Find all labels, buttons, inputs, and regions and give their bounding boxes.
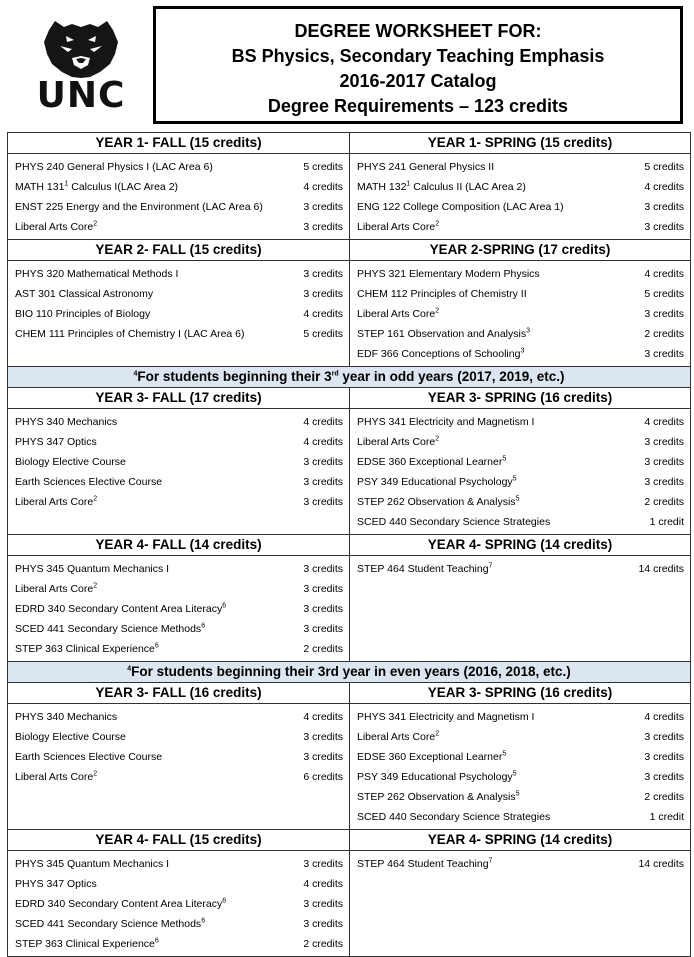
course-title: SCED 441 Secondary Science Methods <box>15 918 202 930</box>
course-list <box>8 261 350 367</box>
course-name <box>15 476 162 488</box>
course-credits: 3 credits <box>644 731 684 743</box>
course-credits: 4 credits <box>303 308 343 320</box>
course-name <box>357 181 526 193</box>
course-row <box>15 894 343 914</box>
course-row <box>15 747 343 767</box>
course-list-row <box>8 409 691 535</box>
course-title: STEP 464 Student Teaching <box>357 563 489 575</box>
course-title: PHYS 345 Quantum Mechanics I <box>15 858 170 870</box>
course-name <box>15 221 97 233</box>
course-row <box>15 324 343 344</box>
course-title: STEP 363 Clinical Experience <box>15 643 155 655</box>
footnote-marker: 5 <box>512 475 517 483</box>
course-row <box>357 157 684 177</box>
course-name <box>357 791 519 803</box>
course-credits: 5 credits <box>644 288 684 300</box>
course-row <box>357 432 684 452</box>
course-row <box>357 492 684 512</box>
course-credits: 4 credits <box>303 416 343 428</box>
footnote-marker: 1 <box>406 180 411 188</box>
term-heading: YEAR 3- SPRING (16 credits) <box>350 388 691 409</box>
course-name <box>357 308 439 320</box>
term-heading: YEAR 3- FALL (16 credits) <box>8 683 350 704</box>
course-credits: 4 credits <box>644 268 684 280</box>
course-credits: 3 credits <box>303 456 343 468</box>
course-list <box>8 704 350 830</box>
course-name <box>357 328 530 340</box>
course-name <box>15 496 97 508</box>
course-list <box>8 409 350 535</box>
course-name <box>15 771 97 783</box>
course-row <box>357 707 684 727</box>
course-title: CHEM 111 Principles of Chemistry I (LAC Area 6) <box>15 328 245 340</box>
course-title: Earth Sciences Elective Course <box>15 476 163 488</box>
course-row <box>357 304 684 324</box>
course-credits: 3 credits <box>644 308 684 320</box>
course-row <box>15 197 343 217</box>
course-credits: 3 credits <box>644 751 684 763</box>
course-credits: 2 credits <box>644 328 684 340</box>
course-title: STEP 464 Student Teaching <box>357 858 489 870</box>
course-title: SCED 441 Secondary Science Methods <box>15 623 202 635</box>
course-title: PHYS 321 Elementary Modern Physics <box>357 268 540 280</box>
term-heading: YEAR 3- SPRING (16 credits) <box>350 683 691 704</box>
course-credits: 5 credits <box>644 161 684 173</box>
course-name <box>357 858 492 870</box>
course-credits: 3 credits <box>303 268 343 280</box>
course-credits: 3 credits <box>303 603 343 615</box>
course-credits: 3 credits <box>303 898 343 910</box>
course-row <box>15 767 343 787</box>
course-title: EDRD 340 Secondary Content Area Literacy <box>15 898 223 910</box>
footnote-marker: 2 <box>93 770 98 778</box>
course-list <box>8 851 350 957</box>
footnote-marker: 6 <box>201 622 206 630</box>
course-credits: 14 credits <box>638 858 684 870</box>
course-title: PHYS 347 Optics <box>15 878 97 890</box>
course-title: EDSE 360 Exceptional Learner <box>357 751 503 763</box>
course-title: EDSE 360 Exceptional Learner <box>357 456 503 468</box>
course-row <box>15 472 343 492</box>
course-row <box>15 934 343 954</box>
course-row <box>357 452 684 472</box>
course-name <box>357 771 517 783</box>
course-list <box>350 409 691 535</box>
course-credits: 3 credits <box>303 563 343 575</box>
course-credits: 3 credits <box>303 496 343 508</box>
course-row <box>15 854 343 874</box>
course-list <box>350 556 691 662</box>
course-row <box>357 854 684 874</box>
course-title: PHYS 345 Quantum Mechanics I <box>15 563 170 575</box>
course-title: PHYS 347 Optics <box>15 436 97 448</box>
course-name <box>15 436 97 448</box>
course-credits: 3 credits <box>644 476 684 488</box>
course-name <box>15 603 226 615</box>
course-title: STEP 262 Observation & Analysis <box>357 496 516 508</box>
course-row <box>357 767 684 787</box>
course-title: Biology Elective Course <box>15 731 126 743</box>
course-credits: 2 credits <box>303 643 343 655</box>
term-header-row <box>8 240 691 261</box>
course-name <box>357 496 519 508</box>
course-title: MATH 132 <box>357 181 407 193</box>
footnote-marker: 5 <box>515 790 520 798</box>
title-line: 2016-2017 Catalog <box>339 71 497 91</box>
course-row <box>357 264 684 284</box>
term-heading: YEAR 4- SPRING (14 credits) <box>350 830 691 851</box>
course-name <box>15 938 159 950</box>
course-name <box>357 731 439 743</box>
course-credits: 2 credits <box>644 496 684 508</box>
footnote-marker: 6 <box>222 602 227 610</box>
footnote-marker: 1 <box>64 180 69 188</box>
course-row <box>357 217 684 237</box>
course-row <box>357 472 684 492</box>
course-name <box>15 878 97 890</box>
section-banner <box>8 367 691 388</box>
course-title: Liberal Arts Core <box>357 436 436 448</box>
course-name <box>15 308 150 320</box>
course-list-row <box>8 261 691 367</box>
course-name <box>15 731 126 743</box>
course-name <box>15 751 162 763</box>
footnote-marker: 3 <box>526 327 530 335</box>
course-row <box>357 324 684 344</box>
course-title: CHEM 112 Principles of Chemistry II <box>357 288 527 300</box>
course-title: Earth Sciences Elective Course <box>15 751 163 763</box>
course-name <box>357 221 439 233</box>
course-row <box>357 559 684 579</box>
course-row <box>357 512 684 532</box>
course-credits: 4 credits <box>303 436 343 448</box>
term-header-row <box>8 830 691 851</box>
course-name <box>357 416 534 428</box>
course-row <box>357 807 684 827</box>
course-row <box>357 412 684 432</box>
course-list-row <box>8 851 691 957</box>
course-row <box>15 707 343 727</box>
course-name <box>357 436 439 448</box>
section-banner <box>8 662 691 683</box>
course-credits: 4 credits <box>644 416 684 428</box>
course-name <box>357 711 534 723</box>
course-row <box>357 747 684 767</box>
course-credits: 4 credits <box>303 878 343 890</box>
course-row <box>357 344 684 364</box>
course-title: PHYS 341 Electricity and Magnetism I <box>357 416 535 428</box>
course-row <box>15 599 343 619</box>
course-title: STEP 262 Observation & Analysis <box>357 791 516 803</box>
course-row <box>15 619 343 639</box>
course-name <box>15 201 263 213</box>
course-title: SCED 440 Secondary Science Strategies <box>357 516 551 528</box>
course-title: Liberal Arts Core <box>15 496 94 508</box>
course-title: SCED 440 Secondary Science Strategies <box>357 811 551 823</box>
course-list <box>350 261 691 367</box>
course-row <box>15 452 343 472</box>
term-heading: YEAR 4- FALL (14 credits) <box>8 535 350 556</box>
course-row <box>15 412 343 432</box>
worksheet-title-box <box>153 6 683 124</box>
course-row <box>15 217 343 237</box>
course-title: Liberal Arts Core <box>15 583 94 595</box>
course-name <box>15 623 205 635</box>
course-credits: 3 credits <box>303 583 343 595</box>
course-row <box>15 874 343 894</box>
course-name <box>357 811 550 823</box>
course-credits: 3 credits <box>303 858 343 870</box>
course-credits: 3 credits <box>644 456 684 468</box>
footnote-marker: 6 <box>154 937 159 945</box>
course-row <box>15 727 343 747</box>
footnote-marker: 2 <box>93 495 98 503</box>
course-credits: 3 credits <box>644 348 684 360</box>
banner-text: year in odd years (2017, 2019, etc.) <box>338 369 565 384</box>
course-title: PHYS 320 Mathematical Methods I <box>15 268 179 280</box>
footnote-marker: 7 <box>488 562 493 570</box>
course-name <box>15 898 226 910</box>
course-list-row <box>8 704 691 830</box>
course-name <box>357 268 540 280</box>
title-line: Degree Requirements – 123 credits <box>267 96 569 116</box>
course-title: PHYS 240 General Physics I (LAC Area 6) <box>15 161 213 173</box>
course-credits: 3 credits <box>303 201 343 213</box>
course-list <box>350 154 691 240</box>
bear-head-icon <box>22 16 140 78</box>
course-credits: 5 credits <box>303 161 343 173</box>
term-heading: YEAR 2-SPRING (17 credits) <box>350 240 691 261</box>
course-row <box>357 787 684 807</box>
course-row <box>357 284 684 304</box>
course-name <box>15 416 117 428</box>
ordinal-suffix: rd <box>331 370 339 378</box>
footnote-marker: 4 <box>133 370 138 378</box>
course-name <box>15 643 159 655</box>
course-credits: 14 credits <box>638 563 684 575</box>
course-title: EDRD 340 Secondary Content Area Literacy <box>15 603 223 615</box>
course-row <box>15 177 343 197</box>
term-heading: YEAR 1- SPRING (15 credits) <box>350 133 691 154</box>
term-header-row <box>8 683 691 704</box>
course-credits: 6 credits <box>303 771 343 783</box>
footnote-marker: 6 <box>154 642 159 650</box>
footnote-marker: 5 <box>515 495 520 503</box>
course-row <box>15 579 343 599</box>
course-list <box>8 154 350 240</box>
course-title-rest: Calculus II (LAC Area 2) <box>410 181 526 193</box>
course-credits: 3 credits <box>303 623 343 635</box>
course-name <box>357 288 527 300</box>
course-title: BIO 110 Principles of Biology <box>15 308 151 320</box>
footnote-marker: 2 <box>93 582 98 590</box>
term-header-row <box>8 133 691 154</box>
course-title: PSY 349 Educational Psychology <box>357 771 513 783</box>
course-credits: 4 credits <box>644 181 684 193</box>
course-credits: 3 credits <box>644 221 684 233</box>
course-credits: 3 credits <box>303 731 343 743</box>
course-name <box>15 288 153 300</box>
course-row <box>357 197 684 217</box>
course-name <box>357 456 506 468</box>
course-title: PHYS 241 General Physics II <box>357 161 495 173</box>
course-row <box>15 284 343 304</box>
course-title: AST 301 Classical Astronomy <box>15 288 154 300</box>
course-title: ENST 225 Energy and the Environment (LAC Area 6) <box>15 201 263 213</box>
course-row <box>15 492 343 512</box>
course-row <box>15 559 343 579</box>
course-credits: 4 credits <box>303 711 343 723</box>
footnote-marker: 6 <box>222 897 227 905</box>
course-title: Biology Elective Course <box>15 456 126 468</box>
course-credits: 5 credits <box>303 328 343 340</box>
course-name <box>15 583 97 595</box>
course-name <box>357 348 524 360</box>
course-credits: 3 credits <box>644 771 684 783</box>
course-title: PSY 349 Educational Psychology <box>357 476 513 488</box>
course-name <box>15 268 178 280</box>
course-title: STEP 363 Clinical Experience <box>15 938 155 950</box>
course-title: EDF 366 Conceptions of Schooling <box>357 348 521 360</box>
course-title: MATH 131 <box>15 181 65 193</box>
footnote-marker: 5 <box>502 750 507 758</box>
unc-bear-logo <box>22 16 140 116</box>
course-name <box>15 918 205 930</box>
course-title: Liberal Arts Core <box>357 731 436 743</box>
section-banner-row <box>8 367 691 388</box>
course-title: PHYS 341 Electricity and Magnetism I <box>357 711 535 723</box>
course-name <box>357 563 492 575</box>
course-row <box>15 432 343 452</box>
course-credits: 3 credits <box>644 436 684 448</box>
footnote-marker: 4 <box>127 665 132 673</box>
course-credits: 1 credit <box>649 811 684 823</box>
term-heading: YEAR 4- SPRING (14 credits) <box>350 535 691 556</box>
course-row <box>15 157 343 177</box>
term-header-row <box>8 535 691 556</box>
term-heading: YEAR 4- FALL (15 credits) <box>8 830 350 851</box>
course-list-row <box>8 556 691 662</box>
term-heading: YEAR 2- FALL (15 credits) <box>8 240 350 261</box>
term-header-row <box>8 388 691 409</box>
course-list-row <box>8 154 691 240</box>
course-name <box>15 456 126 468</box>
course-list <box>8 556 350 662</box>
course-row <box>15 264 343 284</box>
footnote-marker: 5 <box>502 455 507 463</box>
course-row <box>357 177 684 197</box>
course-name <box>15 563 169 575</box>
footnote-marker: 3 <box>520 347 525 355</box>
course-credits: 3 credits <box>644 201 684 213</box>
footnote-marker: 7 <box>488 857 493 865</box>
course-title: PHYS 340 Mechanics <box>15 416 118 428</box>
footnote-marker: 2 <box>435 220 440 228</box>
course-list <box>350 851 691 957</box>
course-name <box>357 476 517 488</box>
footnote-marker: 2 <box>93 220 98 228</box>
course-name <box>357 516 550 528</box>
course-title-rest: Calculus I(LAC Area 2) <box>68 181 179 193</box>
degree-worksheet-table <box>7 132 691 957</box>
course-credits: 3 credits <box>303 476 343 488</box>
course-credits: 3 credits <box>303 751 343 763</box>
course-row <box>15 914 343 934</box>
course-credits: 4 credits <box>644 711 684 723</box>
course-credits: 2 credits <box>303 938 343 950</box>
course-row <box>15 639 343 659</box>
course-name <box>15 328 245 340</box>
course-credits: 2 credits <box>644 791 684 803</box>
course-name <box>357 201 564 213</box>
course-row <box>357 727 684 747</box>
course-name <box>15 181 178 193</box>
course-title: ENG 122 College Composition (LAC Area 1) <box>357 201 564 213</box>
course-credits: 3 credits <box>303 221 343 233</box>
term-heading: YEAR 3- FALL (17 credits) <box>8 388 350 409</box>
footnote-marker: 2 <box>435 730 440 738</box>
banner-text: For students beginning their 3rd year in even years (2016, 2018, etc.) <box>131 664 571 679</box>
course-credits: 3 credits <box>303 918 343 930</box>
footnote-marker: 2 <box>435 435 440 443</box>
term-heading: YEAR 1- FALL (15 credits) <box>8 133 350 154</box>
title-line: BS Physics, Secondary Teaching Emphasis <box>231 46 605 66</box>
section-banner-row <box>8 662 691 683</box>
course-name <box>15 711 117 723</box>
title-line: DEGREE WORKSHEET FOR: <box>294 21 542 41</box>
logo-text: UNC <box>36 75 126 116</box>
course-row <box>15 304 343 324</box>
banner-text: For students beginning their 3 <box>137 369 332 384</box>
course-title: Liberal Arts Core <box>357 308 436 320</box>
footnote-marker: 5 <box>512 770 517 778</box>
footnote-marker: 6 <box>201 917 206 925</box>
course-name <box>15 858 169 870</box>
course-title: STEP 161 Observation and Analysis <box>357 328 527 340</box>
course-title: PHYS 340 Mechanics <box>15 711 118 723</box>
course-name <box>357 751 506 763</box>
course-credits: 4 credits <box>303 181 343 193</box>
course-credits: 1 credit <box>649 516 684 528</box>
course-list <box>350 704 691 830</box>
course-title: Liberal Arts Core <box>357 221 436 233</box>
course-credits: 3 credits <box>303 288 343 300</box>
course-name <box>15 161 213 173</box>
course-title: Liberal Arts Core <box>15 221 94 233</box>
course-name <box>357 161 494 173</box>
course-title: Liberal Arts Core <box>15 771 94 783</box>
footnote-marker: 2 <box>435 307 440 315</box>
